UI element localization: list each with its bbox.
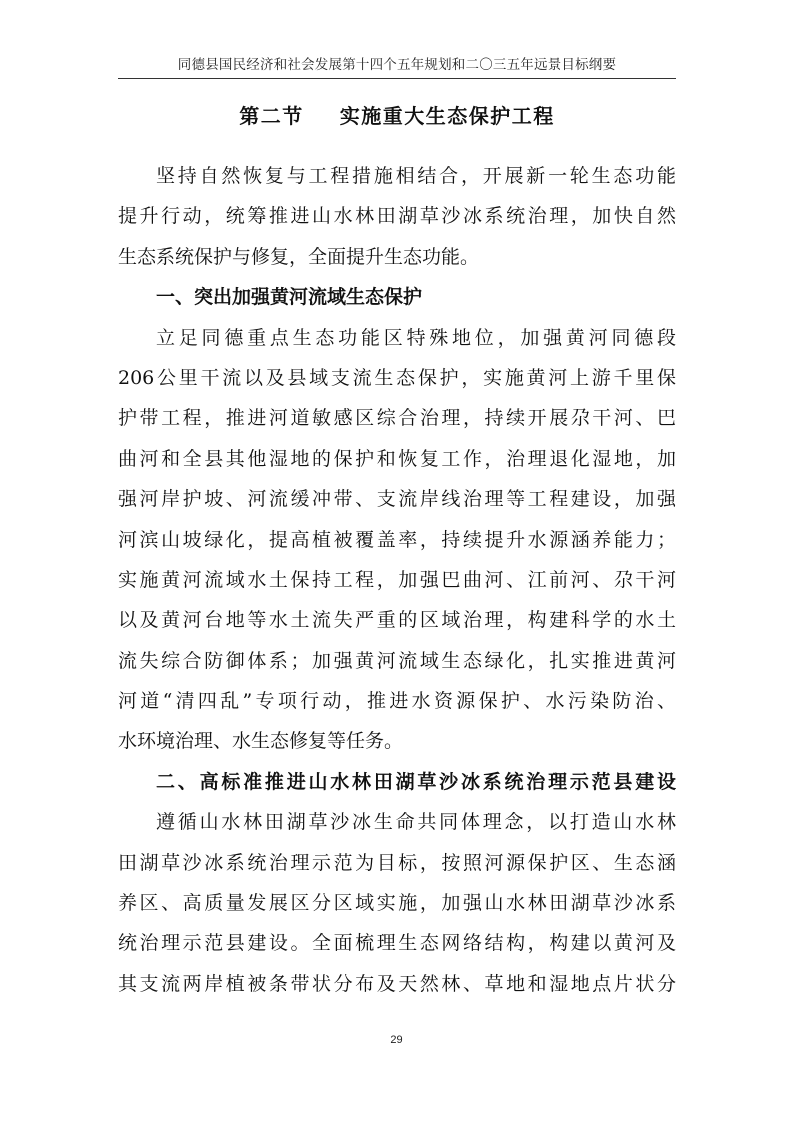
paragraph-line: 流失综合防御体系；加强黄河流域生态绿化，扎实推进黄河: [118, 649, 676, 672]
paragraph-line: 实施黄河流域水土保持工程，加强巴曲河、江前河、尕干河: [118, 568, 676, 591]
subheading-1: 一、突出加强黄河流域生态保护: [156, 286, 423, 309]
paragraph-line: 田湖草沙冰系统治理示范为目标，按照河源保护区、生态涵: [118, 851, 676, 874]
running-header: 同德县国民经济和社会发展第十四个五年规划和二〇三五年远景目标纲要: [177, 57, 617, 73]
paragraph-line: 护带工程，推进河道敏感区综合治理，持续开展尕干河、巴: [118, 407, 676, 430]
paragraph-line: 遵循山水林田湖草沙冰生命共同体理念，以打造山水林: [156, 811, 676, 834]
paragraph-line: 强河岸护坡、河流缓冲带、支流岸线治理等工程建设，加强: [118, 488, 676, 511]
paragraph-line: 曲河和全县其他湿地的保护和恢复工作，治理退化湿地，加: [118, 447, 676, 470]
paragraph-line: 其支流两岸植被条带状分布及天然林、草地和湿地点片状分: [118, 972, 676, 995]
paragraph-line: 生态系统保护与修复，全面提升生态功能。: [118, 245, 480, 268]
paragraph-line: 河滨山坡绿化，提高植被覆盖率，持续提升水源涵养能力；: [118, 528, 676, 551]
page-number: 29: [390, 1034, 403, 1046]
paragraph-line: 206公里干流以及县域支流生态保护，实施黄河上游千里保: [118, 366, 676, 389]
header-divider: [118, 78, 676, 79]
paragraph-line: 统治理示范县建设。全面梳理生态网络结构，构建以黄河及: [118, 932, 676, 955]
section-title: [118, 101, 676, 131]
paragraph-line: 坚持自然恢复与工程措施相结合，开展新一轮生态功能: [156, 165, 676, 187]
subheading-2: 二、高标准推进山水林田湖草沙冰系统治理示范县建设: [156, 770, 676, 793]
body-text: [118, 156, 676, 1004]
paragraph-line: 水环境治理、水生态修复等任务。: [118, 730, 404, 753]
paragraph-line: 立足同德重点生态功能区特殊地位，加强黄河同德段: [156, 326, 676, 349]
paragraph-line: 河道“清四乱”专项行动，推进水资源保护、水污染防治、: [118, 690, 676, 713]
paragraph-line: 提升行动，统筹推进山水林田湖草沙冰系统治理，加快自然: [118, 205, 676, 228]
section-heading: 实施重大生态保护工程: [339, 104, 555, 128]
paragraph-line: 养区、高质量发展区分区域实施，加强山水林田湖草沙冰系: [118, 892, 676, 915]
paragraph-line: 以及黄河台地等水土流失严重的区域治理，构建科学的水土: [118, 609, 676, 632]
section-number: 第二节: [239, 104, 304, 128]
